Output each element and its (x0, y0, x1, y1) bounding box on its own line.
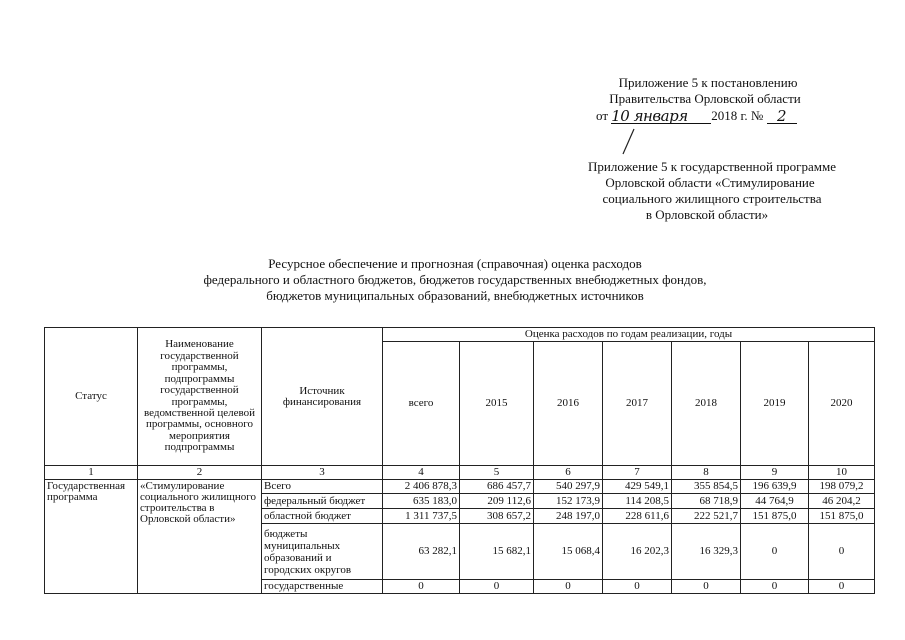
annex-line-2: Правительства Орловской области (609, 91, 801, 106)
program-annex-line-3: социального жилищного строительства (602, 191, 822, 206)
value-cell: 209 112,6 (460, 494, 534, 509)
header-year-2015: 2015 (460, 342, 534, 466)
value-cell: 151 875,0 (741, 509, 809, 524)
value-cell: 0 (460, 580, 534, 594)
annex-line-1: Приложение 5 к постановлению (618, 75, 798, 90)
source-cell: Всего (262, 480, 383, 494)
value-cell: 196 639,9 (741, 480, 809, 494)
value-cell: 1 311 737,5 (383, 509, 460, 524)
value-cell: 198 079,2 (809, 480, 875, 494)
value-cell: 0 (383, 580, 460, 594)
source-cell: государственные (262, 580, 383, 594)
value-cell: 308 657,2 (460, 509, 534, 524)
header-source: Источник финансирования (262, 328, 383, 466)
index-cell: 4 (383, 466, 460, 480)
index-cell: 2 (138, 466, 262, 480)
program-annex-line-4: в Орловской области» (645, 207, 769, 222)
value-cell: 16 329,3 (672, 524, 741, 580)
date-year: 2018 г. № (711, 108, 764, 123)
index-cell: 1 (45, 466, 138, 480)
value-cell: 15 068,4 (534, 524, 603, 580)
value-cell: 228 611,6 (603, 509, 672, 524)
handwritten-number: 2 (767, 109, 797, 124)
handwritten-slash-mark (621, 128, 635, 155)
date-prefix: от (596, 108, 609, 123)
program-annex-line-1: Приложение 5 к государственной программе (587, 159, 837, 174)
value-cell: 151 875,0 (809, 509, 875, 524)
header-status: Статус (45, 328, 138, 466)
header-year-total: всего (383, 342, 460, 466)
header-program-name: Наименование государственной программы, подпрограммы государственной программы, ведомственной целевой программы, основного мероприятия подпрограммы (138, 328, 262, 466)
value-cell: 0 (809, 524, 875, 580)
value-cell: 2 406 878,3 (383, 480, 460, 494)
title-line-2: федерального и областного бюджетов, бюджетов государственных внебюджетных фондов, (203, 272, 707, 287)
value-cell: 0 (809, 580, 875, 594)
value-cell: 0 (672, 580, 741, 594)
value-cell: 68 718,9 (672, 494, 741, 509)
value-cell: 114 208,5 (603, 494, 672, 509)
value-cell: 248 197,0 (534, 509, 603, 524)
index-row (45, 466, 875, 480)
value-cell: 152 173,9 (534, 494, 603, 509)
value-cell: 15 682,1 (460, 524, 534, 580)
value-cell: 686 457,7 (460, 480, 534, 494)
index-cell: 5 (460, 466, 534, 480)
budget-table (44, 327, 875, 594)
index-cell: 7 (603, 466, 672, 480)
value-cell: 222 521,7 (672, 509, 741, 524)
handwritten-date: 10 января (611, 109, 711, 124)
index-cell: 9 (741, 466, 809, 480)
index-cell: 6 (534, 466, 603, 480)
header-estimate: Оценка расходов по годам реализации, годы (383, 328, 875, 342)
title-line-3: бюджетов муниципальных образований, внебюджетных источников (266, 288, 644, 303)
index-cell: 8 (672, 466, 741, 480)
annex-date-line (596, 108, 797, 124)
value-cell: 429 549,1 (603, 480, 672, 494)
value-cell: 540 297,9 (534, 480, 603, 494)
value-cell: 0 (603, 580, 672, 594)
value-cell: 0 (534, 580, 603, 594)
value-cell: 355 854,5 (672, 480, 741, 494)
program-name-cell: «Стимулирование социального жилищного строительства в Орловской области» (138, 480, 262, 594)
header-year-2020: 2020 (809, 342, 875, 466)
table-row (45, 480, 875, 494)
header-year-2016: 2016 (534, 342, 603, 466)
title-line-1: Ресурсное обеспечение и прогнозная (справочная) оценка расходов (268, 256, 642, 271)
source-cell: федеральный бюджет (262, 494, 383, 509)
index-cell: 10 (809, 466, 875, 480)
header-year-2017: 2017 (603, 342, 672, 466)
source-cell: областной бюджет (262, 509, 383, 524)
value-cell: 44 764,9 (741, 494, 809, 509)
status-cell: Государственная программа (45, 480, 138, 594)
value-cell: 635 183,0 (383, 494, 460, 509)
value-cell: 0 (741, 524, 809, 580)
header-year-2018: 2018 (672, 342, 741, 466)
header-year-2019: 2019 (741, 342, 809, 466)
value-cell: 16 202,3 (603, 524, 672, 580)
value-cell: 0 (741, 580, 809, 594)
value-cell: 46 204,2 (809, 494, 875, 509)
value-cell: 63 282,1 (383, 524, 460, 580)
source-cell: бюджеты муниципальных образований и городских округов (262, 524, 383, 580)
index-cell: 3 (262, 466, 383, 480)
program-annex-line-2: Орловской области «Стимулирование (605, 175, 815, 190)
